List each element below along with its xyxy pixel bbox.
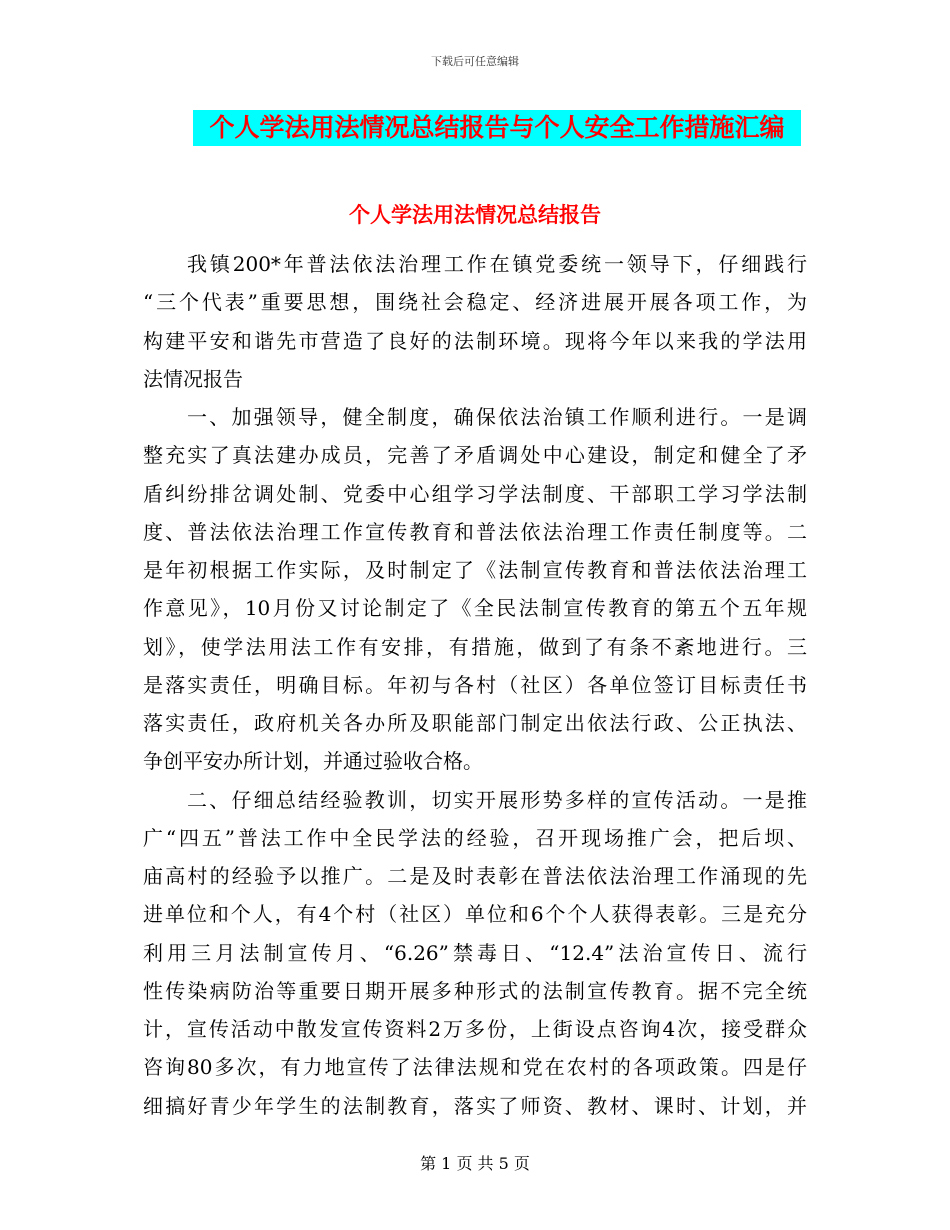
text-line: 是年初根据工作实际，及时制定了《法制宣传教育和普法依法治理工 [143,558,807,582]
page-footer: 第 1 页 共 5 页 [420,1154,530,1173]
text-line: 利用三月法制宣传月、“6.26”禁毒日、“12.4”法治宣传日、流行 [143,940,807,965]
text-line: 计，宣传活动中散发宣传资料2万多份，上街设点咨询4次，接受群众 [143,1017,807,1041]
text-line: 是落实责任，明确目标。年初与各村（社区）各单位签订目标责任书 [143,672,807,697]
main-title: 个人学法用法情况总结报告与个人安全工作措施汇编 [209,113,785,142]
text-line: 划》，使学法用法工作有安排，有措施，做到了有条不紊地进行。三 [143,634,807,659]
text-line: 二、仔细总结经验教训，切实开展形势多样的宣传活动。一是推 [187,787,807,812]
section-title: 个人学法用法情况总结报告 [349,202,601,227]
text-line: “三个代表”重要思想，围绕社会稳定、经济进展开展各项工作，为 [143,290,807,315]
text-line: 庙高村的经验予以推广。二是及时表彰在普法依法治理工作涌现的先 [143,864,807,888]
text-line: 争创平安办所计划，并通过验收合格。 [143,749,483,774]
text-line: 整充实了真法建办成员，完善了矛盾调处中心建设，制定和健全了矛 [143,443,807,468]
text-line: 我镇200*年普法依法治理工作在镇党委统一领导下，仔细践行 [187,252,807,276]
text-line: 盾纠纷排岔调处制、党委中心组学习学法制度、干部职工学习学法制 [143,481,807,506]
header-note: 下载后可任意编辑 [431,55,519,68]
body-text [143,245,807,1125]
text-line: 广“四五”普法工作中全民学法的经验，召开现场推广会，把后坝、 [143,825,807,850]
text-line: 作意见》，10月份又讨论制定了《全民法制宣传教育的第五个五年规 [143,596,807,621]
text-line: 法情况报告 [143,366,243,391]
text-line: 构建平安和谐先市营造了良好的法制环境。现将今年以来我的学法用 [143,328,807,353]
text-line: 一、加强领导，健全制度，确保依法治镇工作顺利进行。一是调 [187,405,807,429]
text-line: 咨询80多次，有力地宣传了法律法规和党在农村的各项政策。四是仔 [143,1055,807,1080]
main-title-highlight [193,110,801,146]
text-line: 落实责任，政府机关各办所及职能部门制定出依法行政、公正执法、 [143,711,807,735]
text-line: 细搞好青少年学生的法制教育，落实了师资、教材、课时、计划，并 [143,1093,807,1118]
text-line: 度、普法依法治理工作宣传教育和普法依法治理工作责任制度等。二 [143,519,807,544]
text-line: 进单位和个人，有4个村（社区）单位和6个个人获得表彰。三是充分 [143,902,807,927]
text-line: 性传染病防治等重要日期开展多种形式的法制宣传教育。据不完全统 [143,978,807,1003]
